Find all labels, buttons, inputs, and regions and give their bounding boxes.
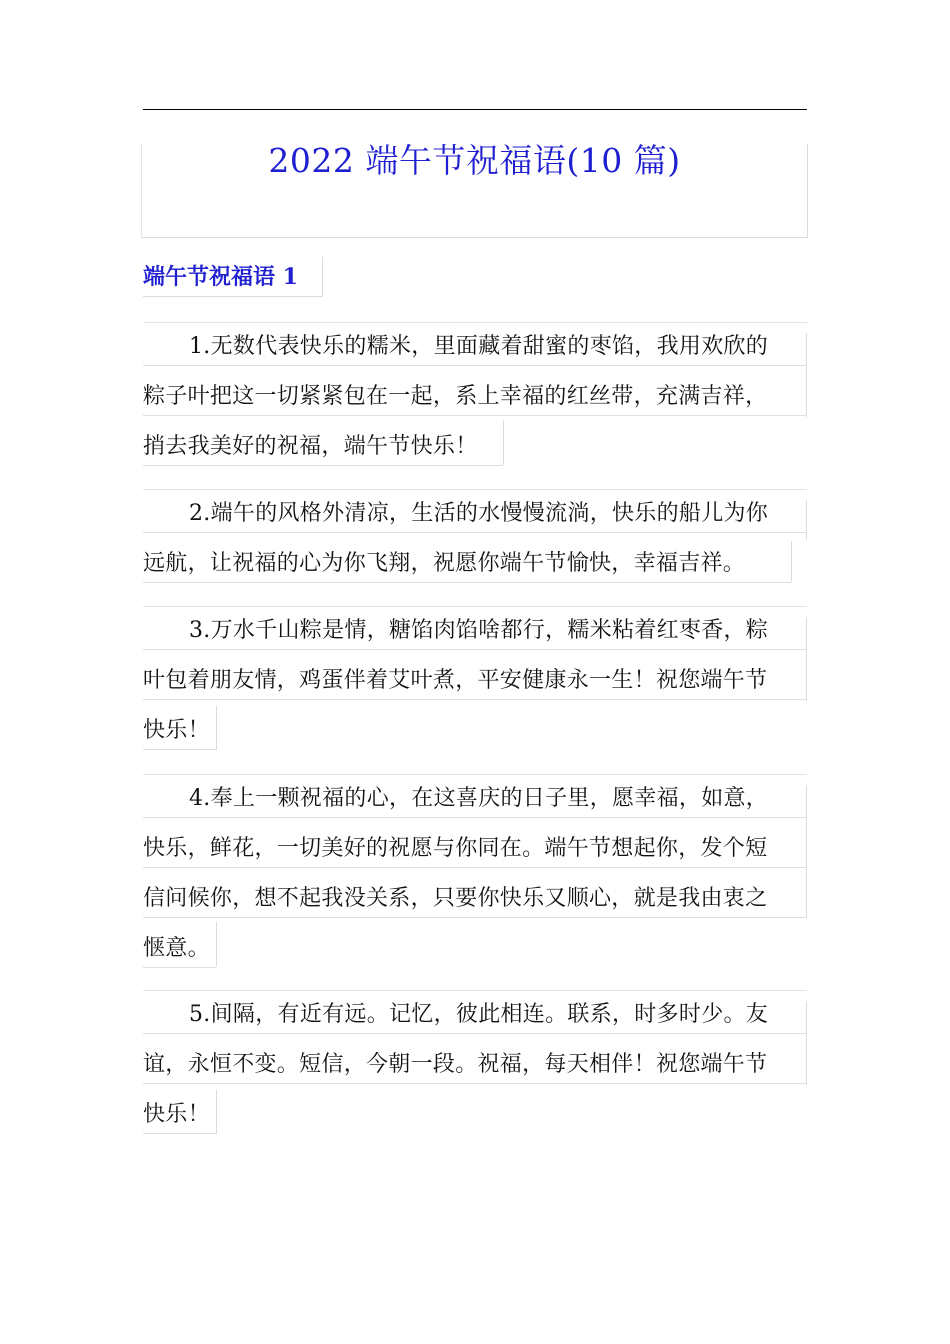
paragraph-2: [143, 489, 818, 589]
document-title: 2022 端午节祝福语(10 篇): [268, 141, 681, 180]
paragraph-line: 粽子叶把这一切紧紧包在一起，系上幸福的红丝带，充满吉祥，: [143, 372, 818, 422]
paragraph-edge: [503, 420, 504, 465]
paragraph-edge: [216, 1090, 217, 1134]
paragraph-line: 捎去我美好的祝福，端午节快乐！: [143, 422, 818, 472]
section-heading: 端午节祝福语 1: [143, 257, 323, 297]
paragraph-edge: [216, 706, 217, 750]
paragraph-edge: [806, 1001, 807, 1085]
title-box: [141, 141, 808, 238]
paragraph-line: 1.无数代表快乐的糯米，里面藏着甜蜜的枣馅，我用欢欣的: [143, 322, 818, 372]
paragraph-3: [143, 606, 818, 756]
paragraph-line: 叶包着朋友情，鸡蛋伴着艾叶煮，平安健康永一生！祝您端午节: [143, 656, 818, 706]
paragraph-edge: [806, 785, 807, 917]
paragraph-edge: [806, 500, 807, 540]
paragraph-edge: [806, 617, 807, 701]
paragraph-5: [143, 990, 818, 1140]
paragraph-line: 信问候你，想不起我没关系，只要你快乐又顺心，就是我由衷之: [143, 874, 818, 924]
paragraph-line: 惬意。: [143, 924, 818, 974]
paragraph-edge: [806, 333, 807, 417]
paragraph-4: [143, 774, 818, 974]
paragraph-1: [143, 322, 818, 472]
paragraph-line: 快乐！: [143, 706, 818, 756]
paragraph-line: 3.万水千山粽是情，糖馅肉馅啥都行，糯米粘着红枣香，粽: [143, 606, 818, 656]
paragraph-line: 远航，让祝福的心为你飞翔，祝愿你端午节愉快，幸福吉祥。: [143, 539, 818, 589]
paragraph-line: 5.间隔，有近有远。记忆，彼此相连。联系，时多时少。友: [143, 990, 818, 1040]
paragraph-edge: [216, 922, 217, 967]
top-rule: [143, 109, 807, 110]
paragraph-line: 快乐，鲜花，一切美好的祝愿与你同在。端午节想起你，发个短: [143, 824, 818, 874]
paragraph-line: 谊，永恒不变。短信，今朝一段。祝福，每天相伴！祝您端午节: [143, 1040, 818, 1090]
paragraph-line: 快乐！: [143, 1090, 818, 1140]
paragraph-line: 2.端午的风格外清凉，生活的水慢慢流淌，快乐的船儿为你: [143, 489, 818, 539]
paragraph-line: 4.奉上一颗祝福的心，在这喜庆的日子里，愿幸福，如意，: [143, 774, 818, 824]
paragraph-edge: [791, 541, 792, 582]
